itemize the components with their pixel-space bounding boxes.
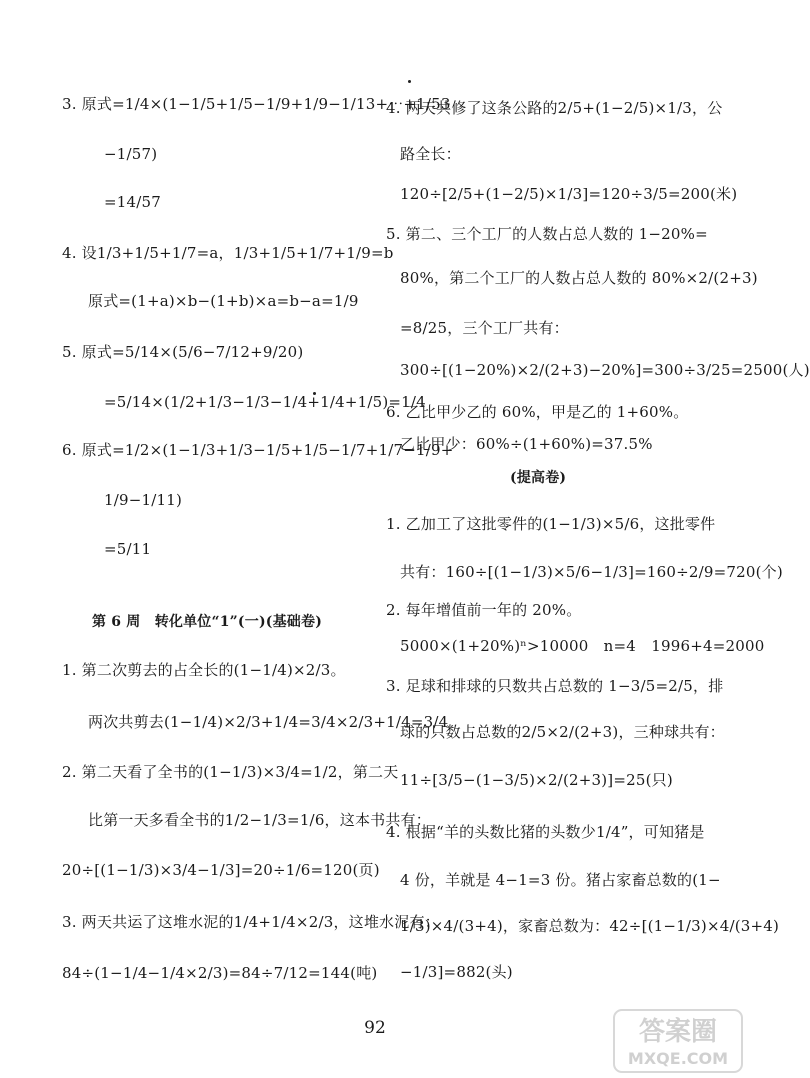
left-line: 比第一天多看全书的1/2−1/3=1/6，这本书共有： xyxy=(88,811,431,829)
left-line: 原式=(1+a)×b−(1+b)×a=b−a=1/9 xyxy=(88,292,359,310)
left-line: −1/57) xyxy=(104,145,158,163)
left-line: 3. 原式=1/4×(1−1/5+1/5−1/9+1/9−1/13+⋯+1/53 xyxy=(62,95,451,113)
left-line: 5. 原式=5/14×(5/6−7/12+9/20) xyxy=(62,343,304,361)
right-line: 11÷[3/5−(1−3/5)×2/(2+3)]=25(只) xyxy=(400,771,673,789)
left-line: 3. 两天共运了这堆水泥的1/4+1/4×2/3，这堆水泥有： xyxy=(62,913,440,931)
right-line: 5. 第二、三个工厂的人数占总人数的 1−20%= xyxy=(386,225,708,243)
left-line: 4. 设1/3+1/5+1/7=a，1/3+1/5+1/7+1/9=b xyxy=(62,244,394,262)
right-line: 共有：160÷[(1−1/3)×5/6−1/3]=160÷2/9=720(个) xyxy=(400,563,783,581)
right-line: 球的只数占总数的2/5×2/(2+3)，三种球共有： xyxy=(400,723,725,741)
right-line: 5000×(1+20%)ⁿ>10000 n=4 1996+4=2000 xyxy=(400,637,765,655)
section-heading: 第 6 周 转化单位“1”(一)(基础卷) xyxy=(92,614,323,630)
left-line: 1. 第二次剪去的占全长的(1−1/4)×2/3。 xyxy=(62,661,346,679)
watermark-text-top: 答案圈 xyxy=(638,1017,718,1047)
right-line: 4. 两天共修了这条公路的2/5+(1−2/5)×1/3，公 xyxy=(386,99,723,117)
right-line: 4 份，羊就是 4−1=3 份。猪占家畜总数的(1− xyxy=(400,871,721,889)
right-line: 6. 乙比甲少乙的 60%，甲是乙的 1+60%。 xyxy=(386,403,689,421)
watermark-text-bottom: MXQE.COM xyxy=(627,1049,729,1068)
left-line: 两次共剪去(1−1/4)×2/3+1/4=3/4×2/3+1/4=3/4 xyxy=(88,713,449,731)
left-line: 6. 原式=1/2×(1−1/3+1/3−1/5+1/5−1/7+1/7−1/9+ xyxy=(62,441,454,459)
right-line: 3. 足球和排球的只数共占总数的 1−3/5=2/5，排 xyxy=(386,677,724,695)
page-number: 92 xyxy=(364,1018,386,1038)
left-line: =5/11 xyxy=(104,540,152,558)
left-line: 2. 第二天看了全书的(1−1/3)×3/4=1/2，第二天 xyxy=(62,763,399,781)
right-line: 路全长： xyxy=(400,145,461,163)
right-line: 乙比甲少：60%÷(1+60%)=37.5% xyxy=(400,435,653,453)
right-line: 300÷[(1−20%)×2/(2+3)−20%]=300÷3/25=2500(人) xyxy=(400,361,810,379)
right-line: 80%，第二个工厂的人数占总人数的 80%×2/(2+3) xyxy=(400,269,758,287)
left-line: =5/14×(1/2+1/3−1/3−1/4+1/4+1/5)=1/4 xyxy=(104,393,426,411)
left-line: 20÷[(1−1/3)×3/4−1/3]=20÷1/6=120(页) xyxy=(62,861,380,879)
left-line: =14/57 xyxy=(104,193,161,211)
right-line: −1/3]=882(头) xyxy=(400,963,513,981)
right-line: 120÷[2/5+(1−2/5)×1/3]=120÷3/5=200(米) xyxy=(400,185,738,203)
scan-dot xyxy=(408,80,411,83)
left-line: 1/9−1/11) xyxy=(104,491,183,509)
right-line: 2. 每年增值前一年的 20%。 xyxy=(386,601,582,619)
section-heading: (提高卷) xyxy=(510,470,567,486)
left-line: 84÷(1−1/4−1/4×2/3)=84÷7/12=144(吨) xyxy=(62,964,378,982)
right-line: 1. 乙加工了这批零件的(1−1/3)×5/6，这批零件 xyxy=(386,515,716,533)
right-line: =8/25，三个工厂共有： xyxy=(400,319,569,337)
right-line: 4. 根据“羊的头数比猪的头数少1/4”，可知猪是 xyxy=(386,823,705,841)
right-line: 1/3)×4/(3+4)，家畜总数为：42÷[(1−1/3)×4/(3+4) xyxy=(400,917,780,935)
watermark-logo xyxy=(612,1008,744,1074)
